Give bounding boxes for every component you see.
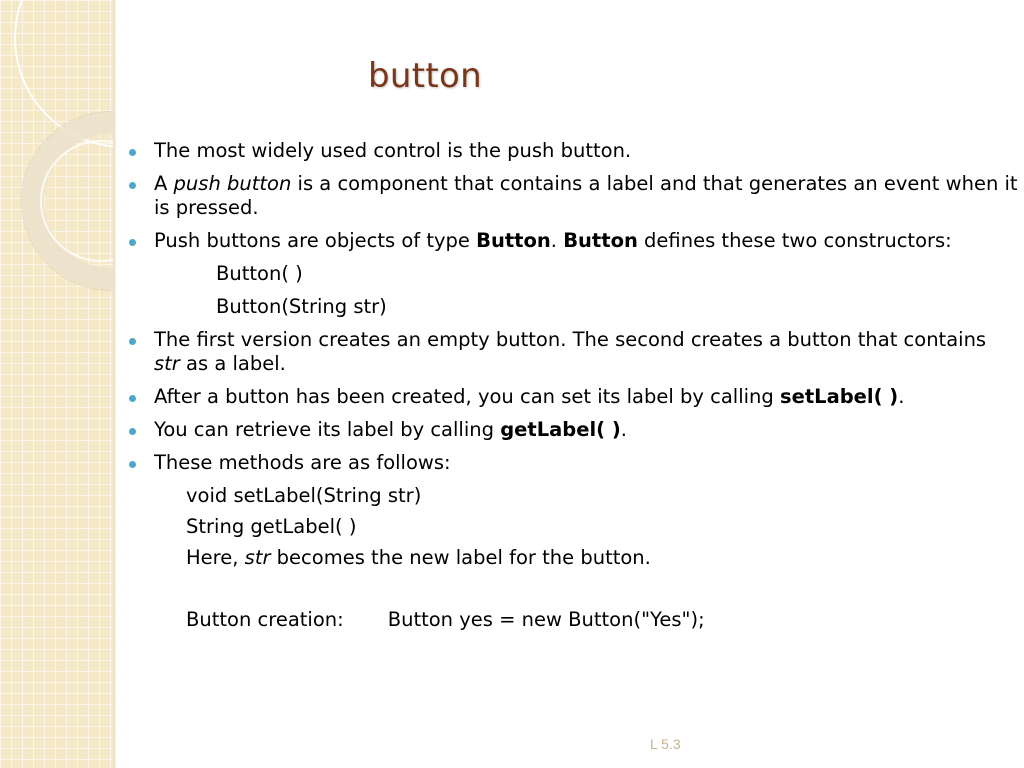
sidebar-divider bbox=[113, 0, 116, 768]
creation-code: Button yes = new Button("Yes"); bbox=[387, 608, 705, 631]
bullet-item bbox=[128, 385, 1018, 409]
bullet-emphasis: push button bbox=[173, 172, 292, 195]
bullet-strong: setLabel( ) bbox=[779, 385, 899, 408]
spacer bbox=[128, 577, 1018, 608]
bullet-text: . bbox=[898, 385, 905, 408]
code-line: Button( ) bbox=[216, 262, 303, 285]
bullet-text: is a component that contains a label and that generates an event when it is pressed. bbox=[154, 172, 1018, 219]
bullet-text: The most widely used control is the push button. bbox=[154, 139, 632, 162]
bullet-text: After a button has been created, you can set its label by calling bbox=[154, 385, 780, 408]
bullet-text: Push buttons are objects of type bbox=[154, 229, 477, 252]
bullet-item bbox=[128, 139, 1018, 163]
creation-label: Button creation: bbox=[186, 608, 344, 631]
bullet-emphasis: str bbox=[154, 352, 180, 375]
code-line: Button(String str) bbox=[216, 295, 387, 318]
code-line: void setLabel(String str) bbox=[186, 484, 422, 507]
bullet-text: You can retrieve its label by calling bbox=[154, 418, 501, 441]
bullet-strong: getLabel( ) bbox=[500, 418, 621, 441]
bullet-text: The first version creates an empty button. The second creates a button that contains bbox=[154, 328, 987, 351]
slide-number: L 5.3 bbox=[650, 736, 681, 752]
bullet-text: defines these two constructors: bbox=[637, 229, 952, 252]
bullet-text: These methods are as follows: bbox=[154, 451, 451, 474]
bullet-text: . bbox=[550, 229, 564, 252]
bullet-text: . bbox=[620, 418, 627, 441]
note-emphasis: str bbox=[244, 546, 271, 569]
decorative-sidebar bbox=[0, 0, 113, 768]
bullet-item bbox=[128, 451, 1018, 475]
note-text: becomes the new label for the button. bbox=[270, 546, 651, 569]
bullet-strong: Button bbox=[476, 229, 551, 252]
bullet-text: A bbox=[154, 172, 174, 195]
bullet-item bbox=[128, 328, 1018, 376]
code-line: String getLabel( ) bbox=[186, 515, 357, 538]
note-text: Here, bbox=[186, 546, 245, 569]
slide-title: button bbox=[368, 56, 482, 96]
creation-line bbox=[128, 608, 1018, 632]
bullet-strong: Button bbox=[563, 229, 638, 252]
slide-content bbox=[128, 139, 1018, 639]
bullet-item bbox=[128, 229, 1018, 253]
bullet-item bbox=[128, 172, 1018, 220]
bullet-text: as a label. bbox=[179, 352, 286, 375]
note-line bbox=[128, 546, 1018, 570]
bullet-item bbox=[128, 418, 1018, 442]
